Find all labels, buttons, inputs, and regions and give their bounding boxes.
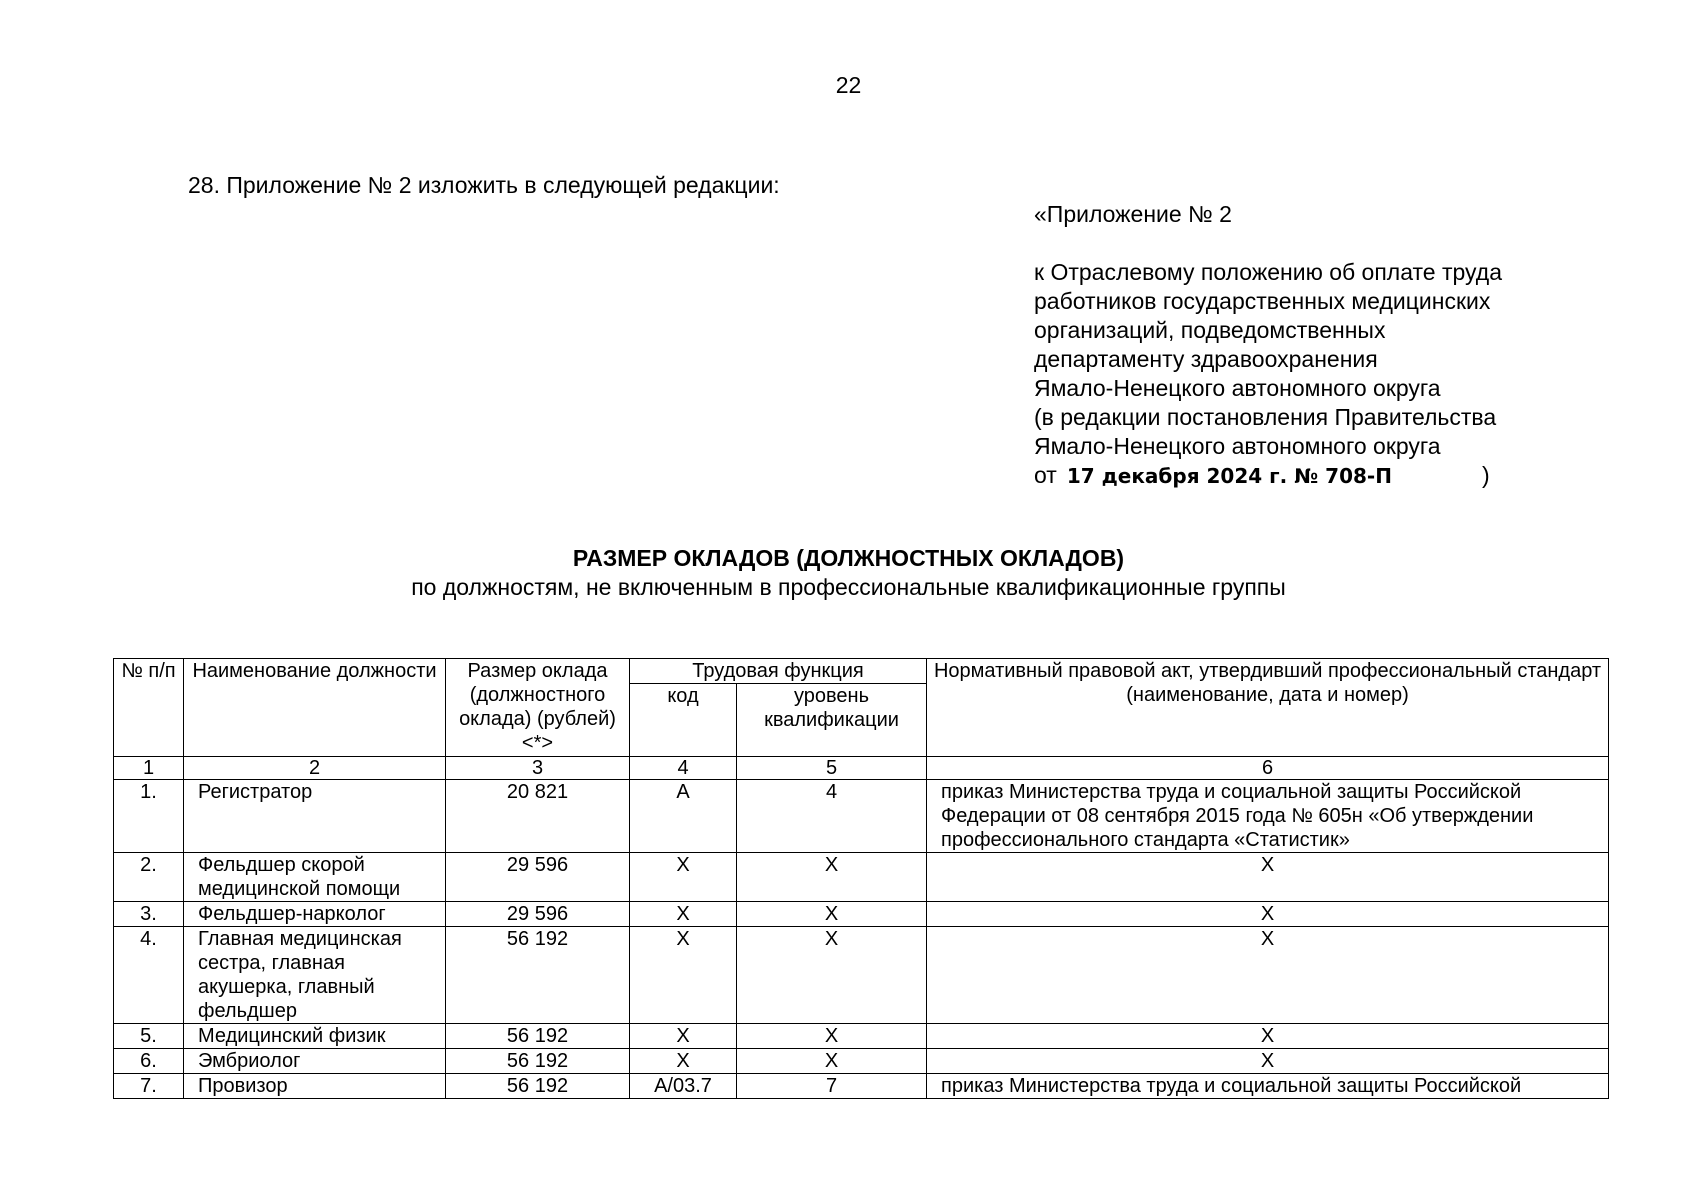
row-level: X [737,902,927,927]
row-code: A [630,780,737,853]
row-num: 5. [114,1024,184,1049]
spacer [1034,229,1502,258]
header-act: Нормативный правовой акт, утвердивший профессиональный стандарт (наименование, дата и номер) [927,659,1609,757]
appendix-line: Ямало-Ненецкого автономного округа [1034,375,1441,401]
row-level: 7 [737,1074,927,1099]
decree-close: ) [1481,462,1490,488]
appendix-line: к Отраслевому положению об оплате труда [1034,259,1502,285]
row-name: Эмбриолог [184,1049,446,1074]
table-title: РАЗМЕР ОКЛАДОВ (ДОЛЖНОСТНЫХ ОКЛАДОВ) [572,545,1125,571]
row-code: A/03.7 [630,1074,737,1099]
decree-date: 17 декабря 2024 г. № 708-П [1066,464,1392,488]
row-act: X [927,1049,1609,1074]
header-level: уровень квалификации [737,684,927,757]
row-act: X [927,853,1609,902]
row-name: Фельдшер скорой медицинской помощи [184,853,446,902]
column-number: 2 [184,757,446,780]
decree-line [1034,461,1502,491]
row-num: 2. [114,853,184,902]
row-level: X [737,853,927,902]
decree-prefix: от [1034,462,1057,488]
header-name: Наименование должности [184,659,446,757]
header-num: № п/п [114,659,184,757]
table-row [114,1074,1609,1099]
row-act: X [927,927,1609,1024]
column-number: 5 [737,757,927,780]
row-code: X [630,927,737,1024]
row-name: Главная медицинская сестра, главная акушерка, главный фельдшер [184,927,446,1024]
intro-paragraph: 28. Приложение № 2 изложить в следующей редакции: [188,172,780,198]
column-number: 6 [927,757,1609,780]
appendix-line: организаций, подведомственных [1034,317,1386,343]
table-row [114,853,1609,902]
row-salary: 56 192 [446,927,630,1024]
header-salary: Размер оклада (должностного оклада) (рублей) <*> [446,659,630,757]
row-act: приказ Министерства труда и социальной защиты Российской Федерации от 08 сентября 2015 года № 605н «Об утверждении профессионального стандарта «Статистик» [927,780,1609,853]
row-salary: 56 192 [446,1049,630,1074]
page-number: 22 [835,72,862,98]
column-number-row [114,757,1609,780]
row-act: X [927,902,1609,927]
table-heading [0,544,1697,602]
row-name: Регистратор [184,780,446,853]
row-act: X [927,1024,1609,1049]
table-subtitle: по должностям, не включенным в профессиональные квалификационные группы [411,574,1286,600]
row-act: приказ Министерства труда и социальной защиты Российской [927,1074,1609,1099]
row-code: X [630,1024,737,1049]
row-code: X [630,853,737,902]
row-num: 4. [114,927,184,1024]
table-row [114,902,1609,927]
row-name: Медицинский физик [184,1024,446,1049]
appendix-line: (в редакции постановления Правительства [1034,404,1497,430]
row-name: Фельдшер-нарколог [184,902,446,927]
table-row [114,1024,1609,1049]
table-row [114,780,1609,853]
table-row [114,927,1609,1024]
header-function: Трудовая функция [630,659,927,684]
column-number: 3 [446,757,630,780]
row-salary: 56 192 [446,1074,630,1099]
appendix-line: работников государственных медицинских [1034,288,1491,314]
table-row [114,1049,1609,1074]
appendix-title: «Приложение № 2 [1034,201,1232,227]
row-num: 1. [114,780,184,853]
row-level: X [737,927,927,1024]
row-salary: 20 821 [446,780,630,853]
row-name: Провизор [184,1074,446,1099]
row-salary: 29 596 [446,853,630,902]
appendix-line: департаменту здравоохранения [1034,346,1378,372]
column-number: 4 [630,757,737,780]
row-code: X [630,902,737,927]
row-num: 7. [114,1074,184,1099]
row-level: X [737,1024,927,1049]
appendix-line: Ямало-Ненецкого автономного округа [1034,433,1441,459]
header-code: код [630,684,737,757]
row-code: X [630,1049,737,1074]
row-num: 3. [114,902,184,927]
row-level: 4 [737,780,927,853]
row-level: X [737,1049,927,1074]
salary-table [113,658,1609,1099]
row-salary: 56 192 [446,1024,630,1049]
column-number: 1 [114,757,184,780]
row-num: 6. [114,1049,184,1074]
appendix-note [1034,200,1502,491]
row-salary: 29 596 [446,902,630,927]
